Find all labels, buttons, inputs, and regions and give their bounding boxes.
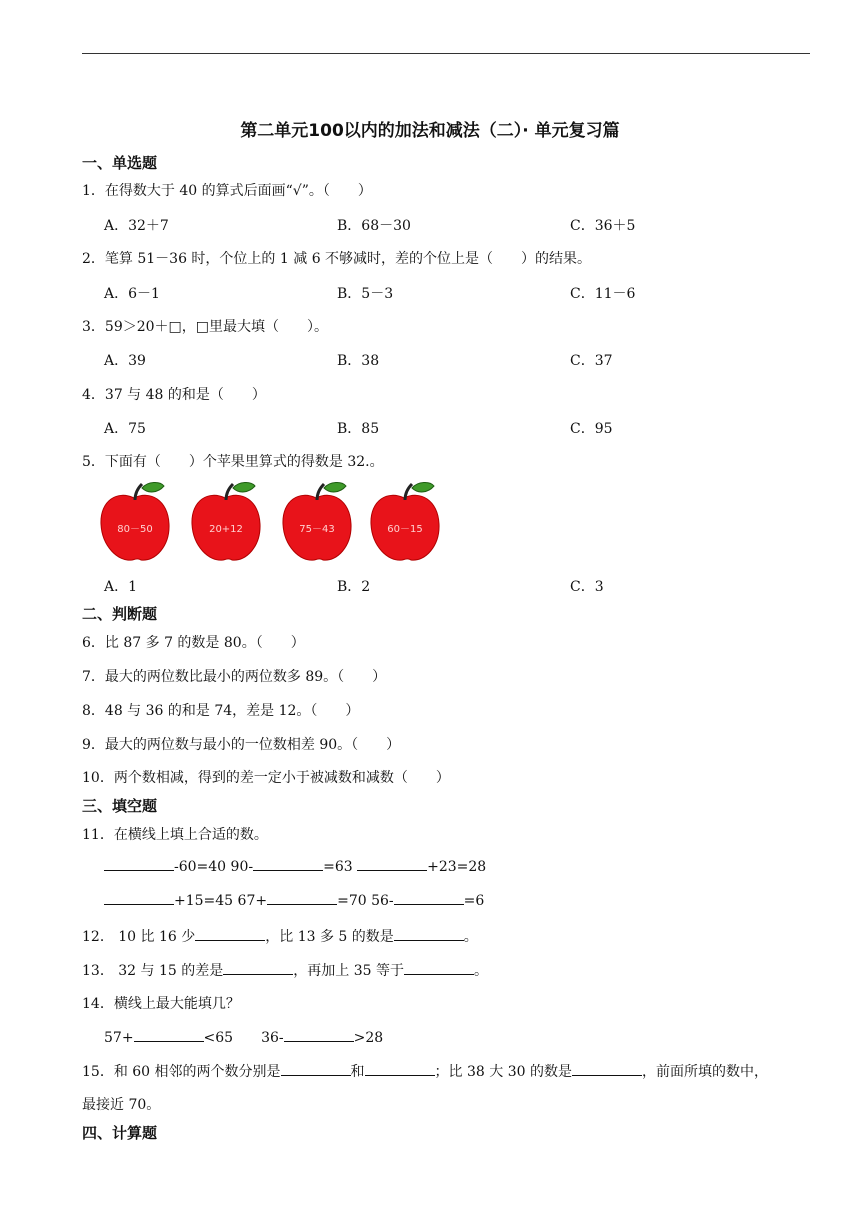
question-6: 6．比 87 多 7 的数是 80。（ ） <box>82 635 305 651</box>
q3-option-a: A．39 <box>104 353 146 369</box>
question-4: 4．37 与 48 的和是（ ） <box>82 387 266 403</box>
apple-pictures <box>98 480 443 565</box>
q5-option-c: C．3 <box>570 579 604 595</box>
apple-1 <box>101 482 169 560</box>
q4-option-c: C．95 <box>570 421 613 437</box>
answer-blank[interactable] <box>104 892 174 905</box>
q2-option-a: A．6－1 <box>104 286 160 302</box>
q3-option-b: B．38 <box>337 353 380 369</box>
apple-3-label: 75－43 <box>299 524 335 535</box>
question-5: 5．下面有（ ）个苹果里算式的得数是 32.。 <box>82 454 384 470</box>
question-8: 8．48 与 36 的和是 74，差是 12。（ ） <box>82 703 360 719</box>
question-14: 14．横线上最大能填几？ <box>82 996 240 1012</box>
question-10: 10．两个数相减，得到的差一定小于被减数和减数（ ） <box>82 770 450 786</box>
answer-blank[interactable] <box>281 1063 351 1076</box>
q5-option-b: B．2 <box>337 579 371 595</box>
section-heading-fill-in: 三、填空题 <box>82 797 158 815</box>
answer-blank[interactable] <box>267 892 337 905</box>
q1-option-c: C．36＋5 <box>570 218 636 234</box>
section-heading-true-false: 二、判断题 <box>82 605 158 623</box>
answer-blank[interactable] <box>134 1029 204 1042</box>
section-heading-single-choice: 一、单选题 <box>82 154 158 172</box>
answer-blank[interactable] <box>104 858 174 871</box>
apple-4 <box>371 482 439 560</box>
apple-1-label: 80－50 <box>117 524 153 535</box>
q3-option-c: C．37 <box>570 353 613 369</box>
q2-option-c: C．11－6 <box>570 286 636 302</box>
answer-blank[interactable] <box>195 928 265 941</box>
question-11: 11．在横线上填上合适的数。 <box>82 827 268 843</box>
page-title: 第二单元100以内的加法和减法（二）· 单元复习篇 <box>240 121 620 141</box>
answer-blank[interactable] <box>284 1029 354 1042</box>
question-2: 2．笔算 51－36 时，个位上的 1 减 6 不够减时，差的个位上是（ ）的结果。 <box>82 251 592 267</box>
q11-row-2: +15=45 67+ =70 56- =6 <box>104 892 484 909</box>
answer-blank[interactable] <box>357 858 427 871</box>
answer-blank[interactable] <box>404 962 474 975</box>
question-13: 13． 32 与 15 的差是 ，再加上 35 等于 。 <box>82 963 488 979</box>
answer-blank[interactable] <box>223 962 293 975</box>
apple-2-label: 20+12 <box>209 524 243 535</box>
apple-3 <box>283 482 351 560</box>
answer-blank[interactable] <box>253 858 323 871</box>
header-rule <box>82 53 810 54</box>
question-1: 1．在得数大于 40 的算式后面画“√”。（ ） <box>82 183 372 199</box>
answer-blank[interactable] <box>365 1063 435 1076</box>
answer-blank[interactable] <box>394 892 464 905</box>
q2-option-b: B．5－3 <box>337 286 394 302</box>
answer-blank[interactable] <box>572 1063 642 1076</box>
q4-option-b: B．85 <box>337 421 380 437</box>
answer-blank[interactable] <box>394 928 464 941</box>
question-15: 15．和 60 相邻的两个数分别是 和 ；比 38 大 30 的数是 ，前面所填的数中， <box>82 1064 768 1080</box>
q1-option-a: A．32＋7 <box>104 218 169 234</box>
q11-row-1: -60=40 90- =63 +23=28 <box>104 858 486 875</box>
question-9: 9．最大的两位数与最小的一位数相差 90。（ ） <box>82 737 401 753</box>
q4-option-a: A．75 <box>104 421 146 437</box>
question-15-continued: 最接近 70。 <box>82 1097 161 1113</box>
q14-row: 57+ <65 36- >28 <box>104 1030 384 1046</box>
question-7: 7．最大的两位数比最小的两位数多 89。（ ） <box>82 669 387 685</box>
question-3: 3．59＞20＋□，□里最大填（ ）。 <box>82 319 328 335</box>
section-heading-calculation: 四、计算题 <box>82 1124 158 1142</box>
q5-option-a: A．1 <box>104 579 138 595</box>
q1-option-b: B．68－30 <box>337 218 411 234</box>
apple-4-label: 60－15 <box>387 524 423 535</box>
question-12: 12． 10 比 16 少 ，比 13 多 5 的数是 。 <box>82 929 478 945</box>
apple-2 <box>192 482 260 560</box>
